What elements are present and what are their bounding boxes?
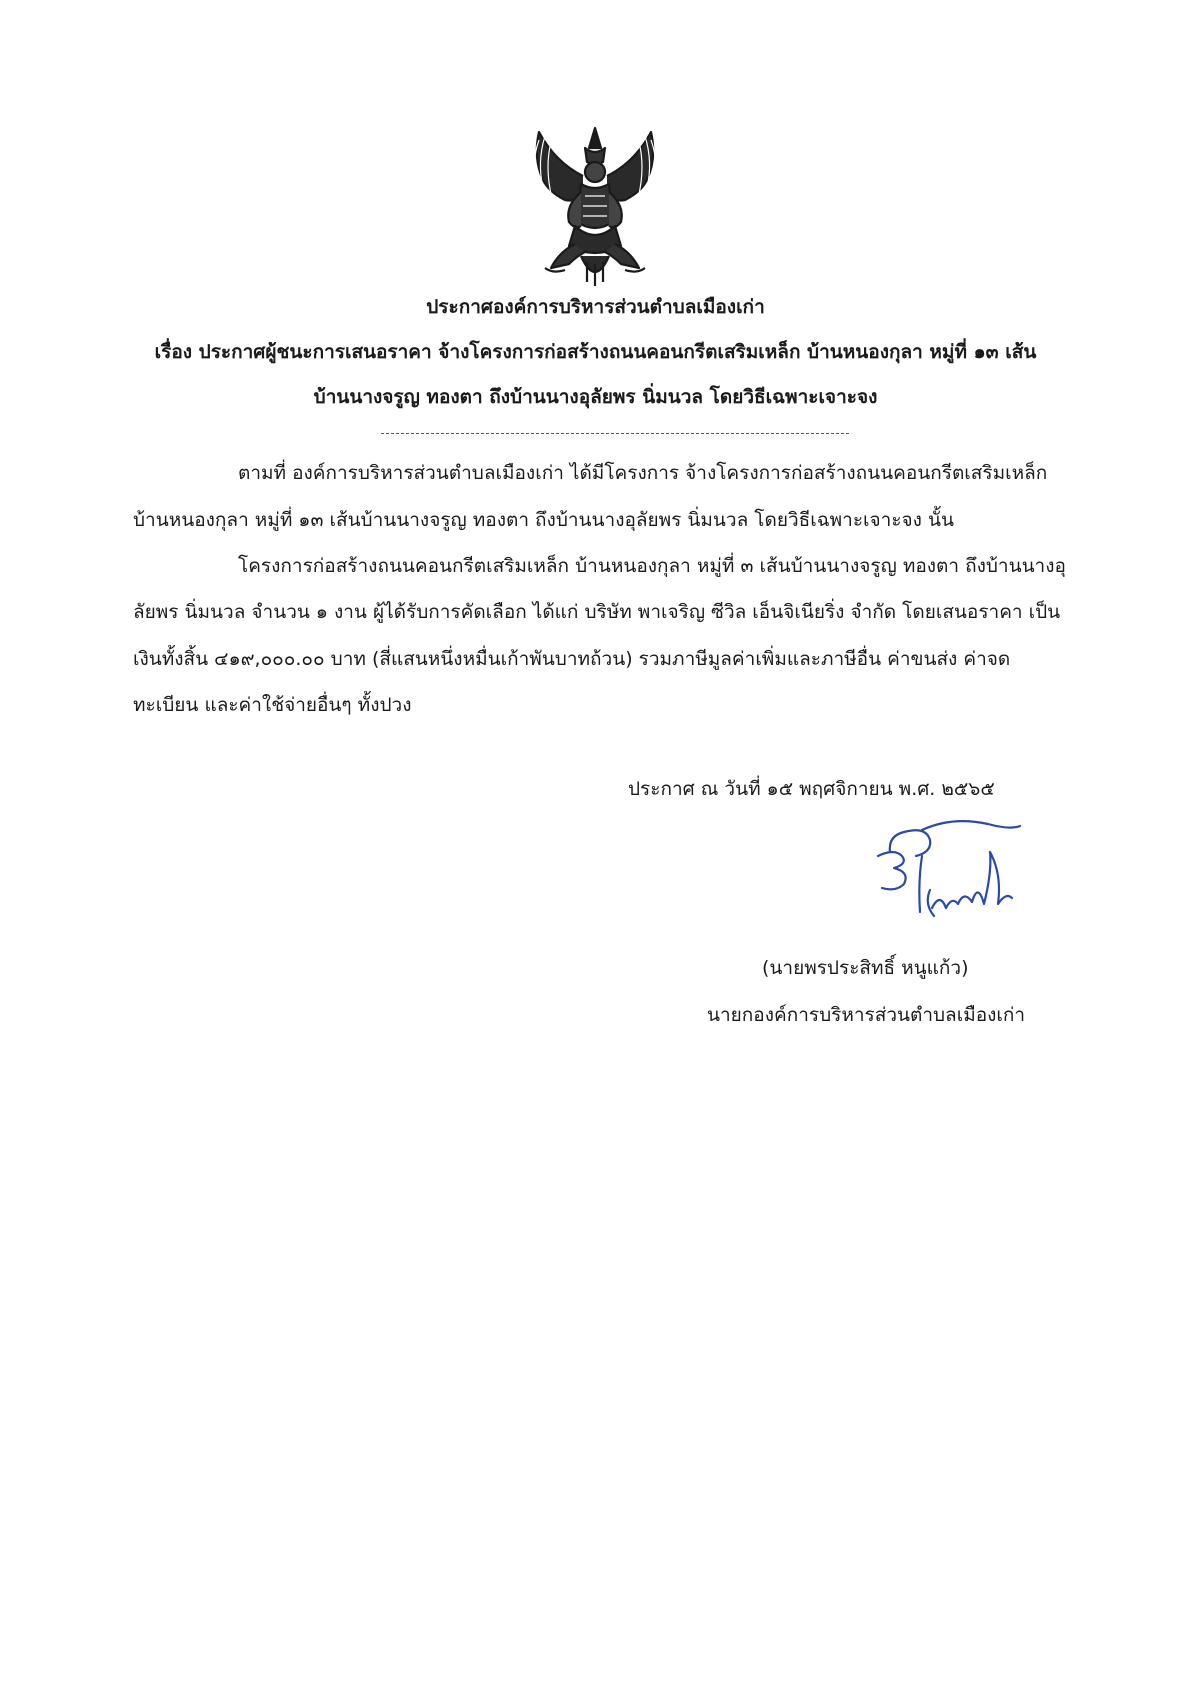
divider [381,433,849,434]
body-paragraph-2-line-4: ทะเบียน และค่าใช้จ่ายอื่นๆ ทั้งปวง [133,694,412,716]
announcement-subject-line-1: เรื่อง ประกาศผู้ชนะการเสนอราคา จ้างโครงการก่อสร้างถนนคอนกรีตเสริมเหล็ก บ้านหนองกุลา หมู่ที่ ๑๓ เส้น [154,341,1037,363]
signer-name: (นายพรประสิทธิ์ หนูแก้ว) [762,957,969,979]
signer-title: นายกองค์การบริหารส่วนตำบลเมืองเก่า [707,1004,1026,1026]
announcement-date: ประกาศ ณ วันที่ ๑๕ พฤศจิกายน พ.ศ. ๒๕๖๕ [628,778,995,800]
body-paragraph-1-line-2: บ้านหนองกุลา หมู่ที่ ๑๓ เส้นบ้านนางจรูญ ทองตา ถึงบ้านนางอุลัยพร นิ่มนวล โดยวิธีเฉพาะเจาะจง นั้น [133,509,954,531]
body-paragraph-2-line-3: เงินทั้งสิ้น ๔๑๙,๐๐๐.๐๐ บาท (สี่แสนหนึ่งหมื่นเก้าพันบาทถ้วน) รวมภาษีมูลค่าเพิ่มและภาษีอื่น ค่าขนส่ง ค่าจด [133,648,1011,670]
body-paragraph-2-line-2: ลัยพร นิ่มนวล จำนวน ๑ งาน ผู้ได้รับการคัดเลือก ได้แก่ บริษัท พาเจริญ ซีวิล เอ็นจิเนียริ่ง จำกัด โดยเสนอราคา เป็น [133,601,1061,623]
body-paragraph-1-line-1: ตามที่ องค์การบริหารส่วนตำบลเมืองเก่า ได้มีโครงการ จ้างโครงการก่อสร้างถนนคอนกรีตเสริมเหล็ก [238,462,1048,484]
announcement-subject-line-2: บ้านนางจรูญ ทองตา ถึงบ้านนางอุลัยพร นิ่มนวล โดยวิธีเฉพาะเจาะจง [313,386,878,408]
announcement-org-header: ประกาศองค์การบริหารส่วนตำบลเมืองเก่า [426,296,765,318]
handwritten-signature [860,812,1030,932]
garuda-emblem-icon [525,122,665,290]
body-paragraph-2-line-1: โครงการก่อสร้างถนนคอนกรีตเสริมเหล็ก บ้านหนองกุลา หมู่ที่ ๓ เส้นบ้านนางจรูญ ทองตา ถึงบ้านนางอุ [238,555,1066,577]
